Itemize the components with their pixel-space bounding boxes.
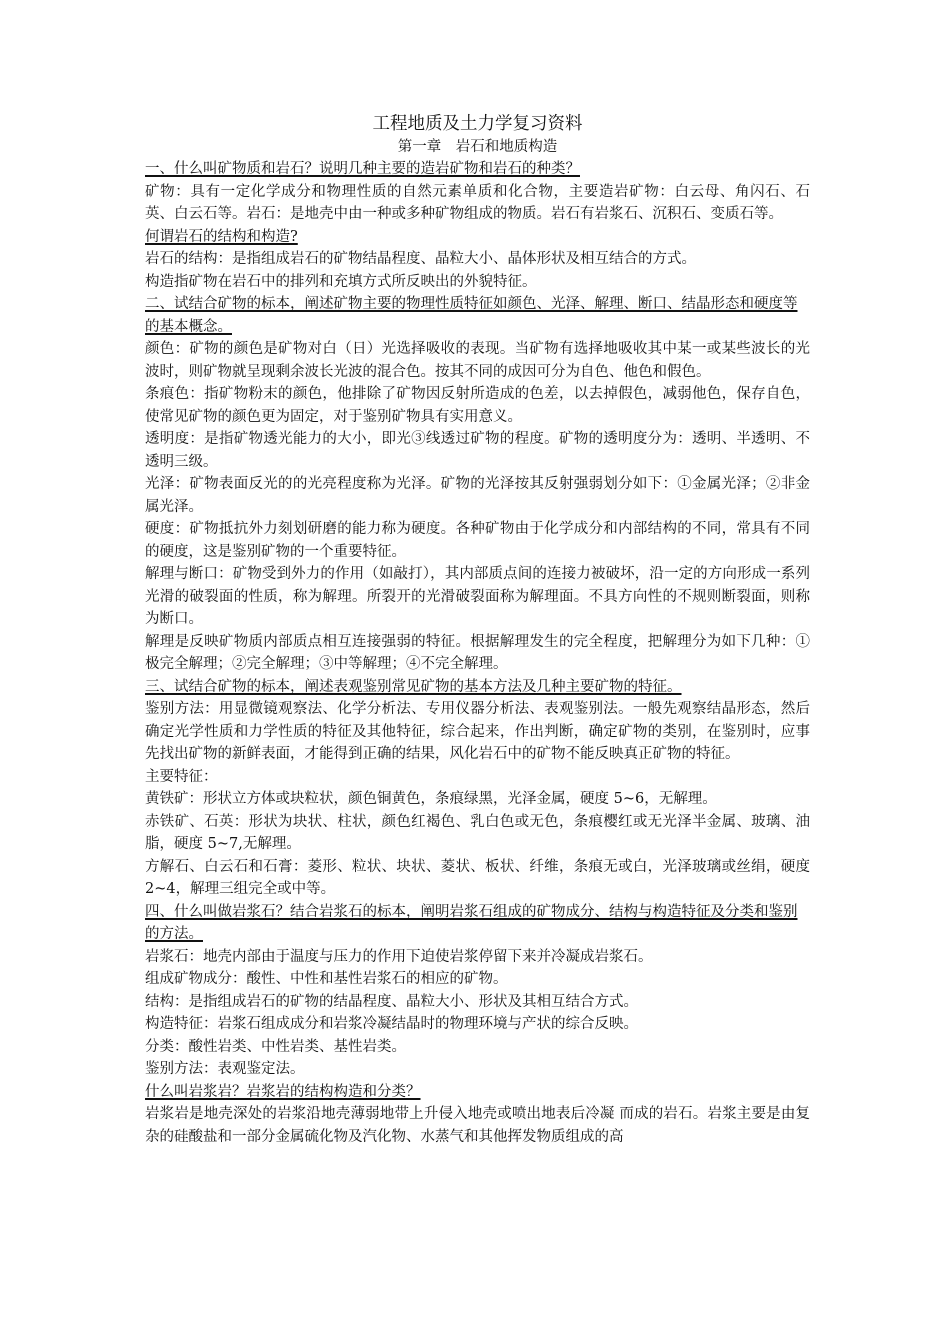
paragraph: 解理与断口：矿物受到外力的作用（如敲打），其内部质点间的连接力被破坏，沿一定的方向形成一系列光滑的破裂面的性质，称为解理。所裂开的光滑破裂面称为解理面。不具方向性的不规则断裂面，则称为断口。 [145, 566, 810, 627]
paragraph: 黄铁矿：形状立方体或块粒状，颜色铜黄色，条痕绿黑，光泽金属，硬度 5~6，无解理。 [145, 791, 717, 807]
section-heading: 什么叫岩浆岩？岩浆岩的结构构造和分类？ [145, 1083, 421, 1100]
paragraph: 结构：是指组成岩石的矿物的结晶程度、晶粒大小、形状及其相互结合方式。 [145, 993, 638, 1010]
paragraph: 岩浆岩是地壳深处的岩浆沿地壳薄弱地带上升侵入地壳或喷出地表后冷凝 而成的岩石。岩浆主要是由复杂的硅酸盐和一部分金属硫化物及汽化物、水蒸气和其他挥发物质组成的高 [145, 1106, 810, 1145]
section-heading: 四、什么叫做岩浆石？结合岩浆石的标本，阐明岩浆石组成的矿物成分、结构与构造特征及分类和鉴别的方法。 [145, 903, 798, 942]
paragraph: 鉴别方法：用显微镜观察法、化学分析法、专用仪器分析法、表观鉴别法。一般先观察结晶形态，然后确定光学性质和力学性质的特征及其他特征，综合起来，作出判断，确定矿物的类别，在鉴别时，应事先找出矿物的新鲜表面，才能得到正确的结果，风化岩石中的矿物不能反映真正矿物的特征。 [145, 701, 810, 762]
paragraph: 构造指矿物在岩石中的排列和充填方式所反映出的外貌特征。 [145, 273, 537, 290]
paragraph: 硬度：矿物抵抗外力刻划研磨的能力称为硬度。各种矿物由于化学成分和内部结构的不同，常具有不同的硬度，这是鉴别矿物的一个重要特征。 [145, 521, 810, 560]
paragraph: 颜色：矿物的颜色是矿物对白（日）光选择吸收的表现。当矿物有选择地吸收其中某一或某些波长的光波时，则矿物就呈现剩余波长光波的混合色。按其不同的成因可分为自色、他色和假色。 [145, 341, 810, 380]
document-body [145, 158, 810, 1148]
section-heading: 何谓岩石的结构和构造? [145, 228, 298, 245]
chapter-title: 第一章 岩石和地质构造 [397, 139, 558, 155]
paragraph: 解理是反映矿物质内部质点相互连接强弱的特征。根据解理发生的完全程度，把解理分为如下几种：①极完全解理；②完全解理；③中等解理；④不完全解理。 [145, 633, 810, 672]
document-page [145, 112, 810, 1148]
paragraph: 赤铁矿、石英：形状为块状、柱状，颜色红褐色、乳白色或无色，条痕樱红或无光泽半金属、玻璃、油脂，硬度 5~7,无解理。 [145, 813, 810, 852]
paragraph: 分类：酸性岩类、中性岩类、基性岩类。 [145, 1038, 406, 1055]
paragraph: 条痕色：指矿物粉末的颜色，他排除了矿物因反射所造成的色差，以去掉假色，减弱他色，保存自色，使常见矿物的颜色更为固定，对于鉴别矿物具有实用意义。 [145, 386, 810, 425]
paragraph: 组成矿物成分：酸性、中性和基性岩浆石的相应的矿物。 [145, 971, 508, 987]
paragraph: 光泽：矿物表面反光的的光亮程度称为光泽。矿物的光泽按其反射强弱划分如下：①金属光泽；②非金属光泽。 [145, 476, 810, 515]
paragraph: 鉴别方法：表观鉴定法。 [145, 1061, 305, 1077]
paragraph: 岩浆石：地壳内部由于温度与压力的作用下迫使岩浆停留下来并冷凝成岩浆石。 [145, 948, 653, 965]
section-heading: 一、什么叫矿物质和岩石？说明几种主要的造岩矿物和岩石的种类？ [145, 161, 580, 177]
document-title: 工程地质及土力学复习资料 [372, 114, 583, 134]
paragraph: 岩石的结构：是指组成岩石的矿物结晶程度、晶粒大小、晶体形状及相互结合的方式。 [145, 251, 696, 267]
section-heading: 三、试结合矿物的标本，阐述表观鉴别常见矿物的基本方法及几种主要矿物的特征。 [145, 678, 682, 695]
section-heading: 二、试结合矿物的标本，阐述矿物主要的物理性质特征如颜色、光泽、解理、断口、结晶形态和硬度等的基本概念。 [145, 296, 798, 335]
paragraph: 透明度：是指矿物透光能力的大小，即光③线透过矿物的程度。矿物的透明度分为：透明、半透明、不透明三级。 [145, 431, 810, 470]
paragraph: 矿物：具有一定化学成分和物理性质的自然元素单质和化合物，主要造岩矿物：白云母、角闪石、石英、白云石等。岩石：是地壳中由一种或多种矿物组成的物质。岩石有岩浆石、沉积石、变质石等。 [145, 183, 810, 222]
paragraph: 构造特征：岩浆石组成成分和岩浆冷凝结晶时的物理环境与产状的综合反映。 [145, 1016, 638, 1032]
paragraph: 方解石、白云石和石膏：菱形、粒状、块状、菱状、板状、纤维，条痕无或白，光泽玻璃或丝绢，硬度 2~4，解理三组完全或中等。 [145, 858, 810, 897]
paragraph: 主要特征： [145, 768, 218, 785]
